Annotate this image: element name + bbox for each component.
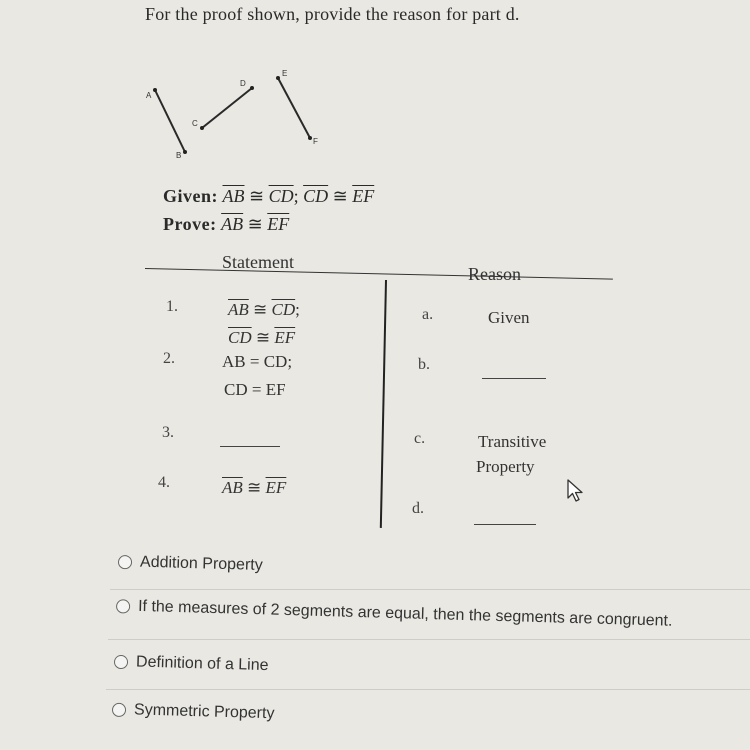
radio-button[interactable] <box>114 655 128 669</box>
given-segment: $\overline{AB}$ <box>222 186 245 206</box>
segment: $\overline{EF}$ <box>265 478 287 497</box>
statement-1-line2 <box>228 328 295 348</box>
mouse-cursor-icon <box>566 478 586 504</box>
point-label-b: B <box>176 151 182 160</box>
option-symmetric-property[interactable] <box>112 701 275 724</box>
reason-1: Given <box>488 308 530 327</box>
option-label: Symmetric Property <box>133 701 275 723</box>
row-number: 1. <box>166 298 178 315</box>
radio-button[interactable] <box>118 555 132 569</box>
statement-4 <box>222 478 286 498</box>
reason-3-line1: Transitive <box>478 432 547 451</box>
point-label-a: A <box>146 91 152 100</box>
given-segment: $\overline{EF}$ <box>352 186 375 206</box>
given-line <box>163 186 374 207</box>
option-definition-of-a-line[interactable] <box>114 653 269 675</box>
answer-options <box>0 545 750 750</box>
table-column-divider <box>380 280 387 528</box>
prove-label: Prove: <box>163 214 217 234</box>
congruent-symbol: ≅ <box>255 328 271 347</box>
given-segment: $\overline{CD}$ <box>268 186 294 206</box>
row-number: 3. <box>162 424 174 441</box>
point-label-c: C <box>192 119 198 128</box>
point-label-f: F <box>313 137 318 146</box>
prove-line <box>163 214 289 235</box>
reason-letter: a. <box>422 306 434 323</box>
point-label-d: D <box>240 79 246 88</box>
statement-2-line1: AB = CD; <box>222 352 293 371</box>
congruent-symbol: ≅ <box>247 214 263 234</box>
congruent-symbol: ≅ <box>332 186 348 206</box>
separator: ; <box>293 186 299 206</box>
question-text: For the proof shown, provide the reason for part d. <box>145 4 520 24</box>
table-header-rule <box>145 268 613 280</box>
congruent-symbol: ≅ <box>247 478 262 497</box>
option-label: Addition Property <box>139 553 263 575</box>
prove-segment: $\overline{AB}$ <box>221 214 244 234</box>
segment: $\overline{CD}$ <box>271 300 296 319</box>
congruent-symbol: ≅ <box>249 186 265 206</box>
option-label: If the measures of 2 segments are equal, then the segments are congruent. <box>137 597 673 630</box>
statement-3-blank <box>220 446 280 447</box>
reason-letter: b. <box>418 356 430 373</box>
radio-button[interactable] <box>112 703 126 717</box>
statement-header: Statement <box>222 252 294 272</box>
row-number: 4. <box>158 474 170 491</box>
statement-1-line1 <box>228 300 300 320</box>
reason-3-line2: Property <box>476 457 535 476</box>
point-label-e: E <box>282 69 288 78</box>
option-divider <box>110 589 750 590</box>
given-label: Given: <box>163 186 218 206</box>
prove-segment: $\overline{EF}$ <box>267 214 290 234</box>
option-addition-property[interactable] <box>118 553 263 575</box>
segment: $\overline{CD}$ <box>228 328 252 347</box>
row-number: 2. <box>163 350 175 367</box>
reason-letter: d. <box>412 500 424 517</box>
radio-button[interactable] <box>116 599 130 613</box>
option-divider <box>106 689 750 690</box>
segment: $\overline{AB}$ <box>222 478 243 497</box>
reason-2-blank <box>482 378 546 379</box>
given-segment: $\overline{CD}$ <box>303 186 329 206</box>
segment-figure <box>130 60 340 170</box>
statement-2-line2: CD = EF <box>224 380 286 399</box>
option-divider <box>108 639 750 640</box>
reason-header: Reason <box>468 264 521 284</box>
reason-letter: c. <box>414 430 426 447</box>
segment: $\overline{EF}$ <box>274 328 296 347</box>
option-measures-equal-congruent[interactable] <box>116 597 673 631</box>
option-label: Definition of a Line <box>135 653 269 675</box>
separator: ; <box>295 300 300 319</box>
reason-4-blank <box>474 524 536 525</box>
segment: $\overline{AB}$ <box>228 300 249 319</box>
congruent-symbol: ≅ <box>253 300 268 319</box>
